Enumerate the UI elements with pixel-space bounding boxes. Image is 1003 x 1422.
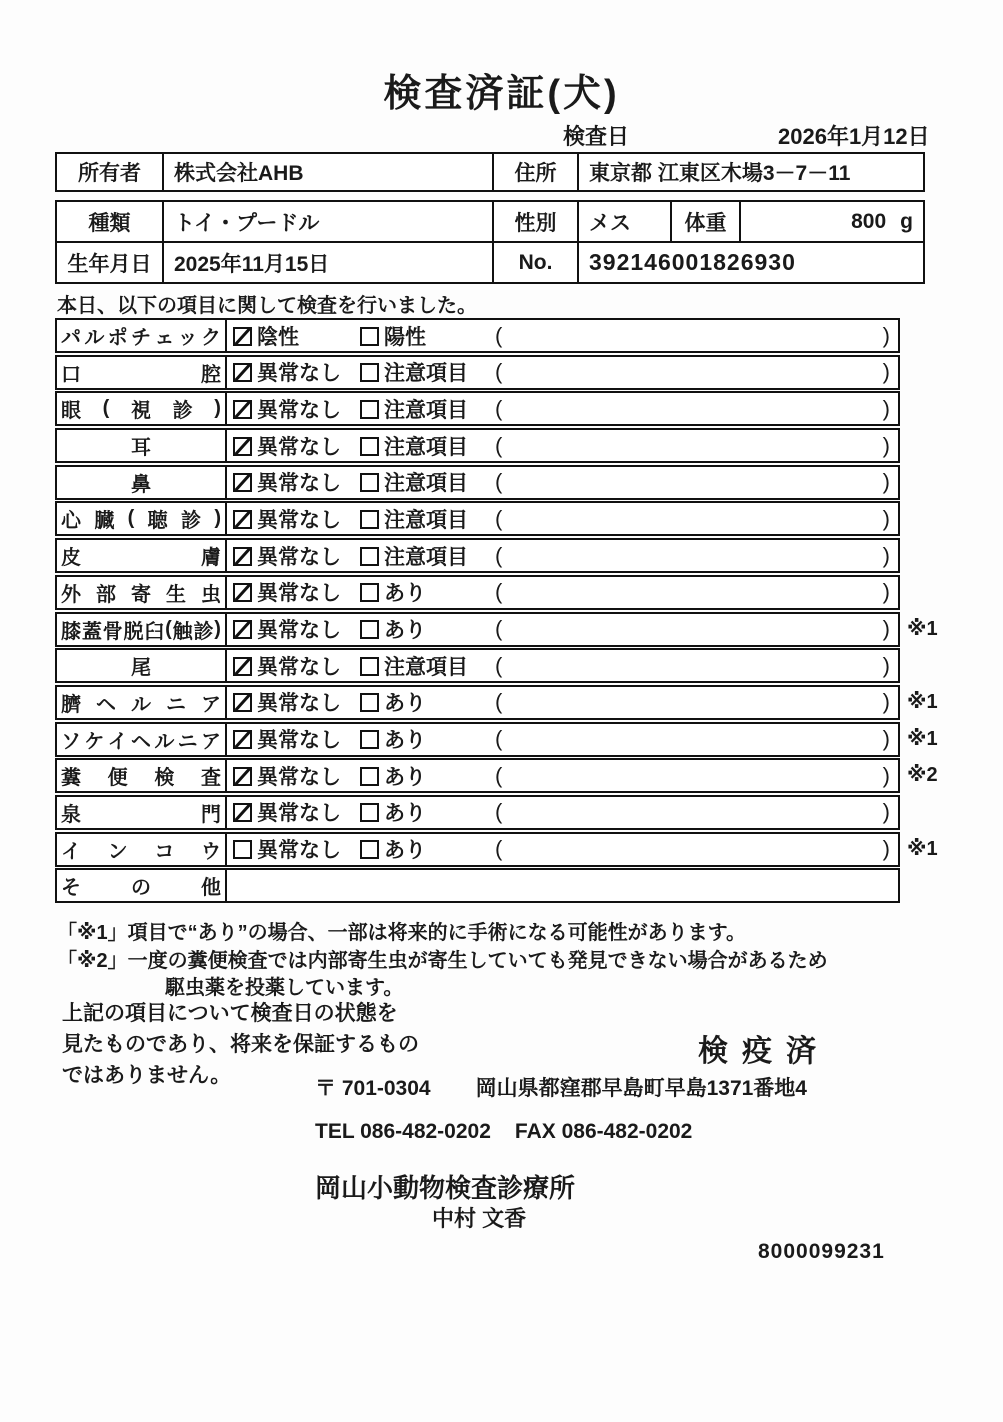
checked-checkbox-icon: [233, 327, 252, 346]
exam-label-char: ソ: [61, 730, 81, 753]
remarks-paren-close: ): [882, 689, 890, 715]
exam-row-content: [227, 870, 898, 901]
remarks-paren-close: ): [882, 726, 890, 752]
remarks-paren-open: (: [495, 469, 503, 495]
exam-label-char: 口: [61, 363, 81, 386]
result-option-2: あり: [360, 834, 426, 864]
exam-label-char: 診: [193, 620, 214, 643]
remarks-paren-open: (: [495, 799, 503, 825]
result-option-2: 注意項目: [360, 541, 468, 571]
result-option-2: 注意項目: [360, 357, 468, 387]
checked-checkbox-icon: [233, 767, 252, 786]
exam-item-label: [57, 320, 227, 351]
exam-item-label: [57, 724, 227, 755]
exam-label-char: ク: [200, 327, 221, 349]
remarks-paren-close: ): [882, 616, 890, 641]
exam-row-box: [55, 795, 900, 830]
remarks-paren-open: (: [495, 395, 503, 421]
row-footnote-marker: ※1: [907, 837, 938, 860]
exam-label-char: ル: [131, 693, 151, 716]
weight-unit: g: [900, 209, 913, 233]
exam-row-content: [227, 320, 898, 351]
unchecked-checkbox-icon: [360, 803, 379, 822]
id-number-value: 392146001826930: [577, 243, 923, 282]
exam-label-char: 臍: [61, 693, 81, 716]
exam-row: [55, 832, 938, 867]
sex-label: 性別: [492, 202, 577, 241]
exam-label-char: イ: [107, 730, 128, 753]
exam-row-content: [227, 760, 898, 791]
exam-label-char: ): [214, 617, 221, 640]
exam-label-char: ): [214, 507, 221, 530]
exam-table: [55, 318, 995, 905]
remarks-paren-close: ): [882, 836, 890, 862]
result-option-1: 異常なし: [233, 431, 341, 461]
result-option-1: 異常なし: [233, 394, 341, 424]
row-footnote-marker: ※2: [907, 764, 938, 787]
exam-label-char: 腔: [201, 363, 221, 386]
row-footnote-marker: ※1: [907, 617, 938, 640]
remarks-paren-open: (: [495, 652, 503, 678]
exam-label-char: ッ: [177, 327, 198, 349]
exam-label-char: 膝: [61, 620, 81, 643]
exam-label-char: (: [127, 507, 135, 530]
exam-label-char: 泉: [61, 803, 81, 826]
exam-label-char: パ: [61, 327, 81, 349]
remarks-paren-open: (: [495, 616, 503, 641]
exam-label-char: 視: [130, 400, 151, 423]
exam-label-char: チ: [130, 327, 151, 349]
checked-checkbox-icon: [233, 730, 252, 749]
result-option-2: あり: [360, 724, 426, 754]
exam-row-content: [227, 393, 898, 424]
exam-row-content: [227, 467, 898, 498]
exam-row: [55, 685, 938, 720]
remarks-paren-open: (: [495, 762, 503, 788]
result-option-2: 注意項目: [360, 431, 468, 461]
exam-label-char: ア: [200, 730, 221, 753]
unchecked-checkbox-icon: [360, 437, 379, 456]
exam-label-char: 膚: [201, 547, 221, 570]
exam-label-char: ェ: [154, 327, 175, 349]
exam-label-char: 部: [96, 583, 116, 606]
exam-label-char: ニ: [166, 693, 186, 716]
result-option-1: 異常なし: [233, 541, 341, 571]
exam-row: [55, 428, 900, 463]
checked-checkbox-icon: [233, 510, 252, 529]
clinic-postal-code: 〒 701-0304: [315, 1077, 431, 1100]
exam-row-content: [227, 650, 898, 681]
exam-label-char: 鼻: [131, 473, 151, 496]
exam-label-char: 尾: [131, 657, 151, 680]
unchecked-checkbox-icon: [233, 840, 252, 859]
footnote-1: 「※1」項目で“あり”の場合、一部は将来的に手術になる可能性があります。: [57, 922, 746, 944]
result-option-2: 陽性: [360, 321, 426, 351]
remarks-paren-open: (: [495, 542, 503, 568]
exam-label-char: 脱: [123, 620, 144, 643]
exam-row: [55, 648, 900, 683]
exam-label-char: (: [102, 397, 110, 420]
unchecked-checkbox-icon: [360, 657, 379, 676]
checked-checkbox-icon: [233, 803, 252, 822]
exam-row-content: [227, 614, 898, 645]
exam-label-char: コ: [154, 840, 175, 863]
exam-item-label: [57, 503, 227, 534]
pet-info-box: [55, 200, 925, 284]
result-option-1: 異常なし: [233, 651, 341, 681]
exam-row-box: [55, 501, 900, 536]
result-option-1: 異常なし: [233, 504, 341, 534]
exam-row: [55, 538, 900, 573]
exam-row: [55, 355, 900, 390]
row-footnote-marker: ※1: [907, 727, 938, 750]
exam-item-label: [57, 870, 227, 901]
exam-label-char: 眼: [61, 400, 81, 423]
page-title: 検査済証(犬): [383, 73, 620, 115]
checked-checkbox-icon: [233, 437, 252, 456]
exam-row-box: [55, 612, 900, 647]
owner-address: 東京都 江東区木場3－7－11: [577, 154, 923, 190]
result-option-1: 異常なし: [233, 761, 341, 791]
unchecked-checkbox-icon: [360, 473, 379, 492]
intro-text: 本日、以下の項目に関して検査を行いました。: [57, 295, 477, 317]
exam-label-char: ル: [84, 327, 105, 349]
remarks-paren-open: (: [495, 359, 503, 385]
unchecked-checkbox-icon: [360, 730, 379, 749]
unchecked-checkbox-icon: [360, 620, 379, 639]
exam-label-char: 蓋: [81, 620, 102, 643]
exam-label-char: (: [165, 617, 172, 640]
owner-label: 所有者: [78, 162, 141, 185]
exam-label-char: 心: [61, 510, 81, 533]
exam-label-char: ケ: [84, 730, 105, 753]
remarks-paren-close: ): [882, 799, 890, 825]
exam-row-content: [227, 357, 898, 388]
result-option-2: あり: [360, 577, 426, 607]
owner-info-box: [55, 152, 925, 192]
checked-checkbox-icon: [233, 400, 252, 419]
exam-row-content: [227, 834, 898, 865]
result-option-2: 注意項目: [360, 504, 468, 534]
exam-item-label: [57, 393, 227, 424]
exam-row-box: [55, 538, 900, 573]
unchecked-checkbox-icon: [360, 693, 379, 712]
exam-label-char: 耳: [131, 437, 151, 460]
exam-row: [55, 868, 900, 903]
clinic-contact-line: [315, 1120, 692, 1144]
exam-row: [55, 722, 938, 757]
clinic-address: 岡山県都窪郡早島町早島1371番地4: [475, 1077, 807, 1100]
exam-row-content: [227, 503, 898, 534]
checked-checkbox-icon: [233, 473, 252, 492]
exam-item-label: [57, 357, 227, 388]
result-option-1: 異常なし: [233, 834, 341, 864]
disclaimer-line-3: ではありません。: [62, 1064, 232, 1087]
exam-label-char: 皮: [61, 547, 81, 570]
exam-item-label: [57, 577, 227, 608]
remarks-paren-close: ): [882, 762, 890, 788]
footnote-2-line1: 「※2」一度の糞便検査では内部寄生虫が寄生していても発見できない場合があるため: [57, 950, 828, 972]
exam-label-char: 便: [107, 767, 128, 790]
remarks-paren-close: ): [882, 469, 890, 495]
exam-item-label: [57, 540, 227, 571]
remarks-paren-open: (: [495, 836, 503, 862]
exam-label-char: 診: [180, 510, 201, 533]
exam-label-char: イ: [61, 840, 81, 863]
result-option-1: 異常なし: [233, 687, 341, 717]
disclaimer-line-2: 見たものであり、将来を保証するもの: [62, 1033, 419, 1056]
exam-label-char: そ: [61, 877, 81, 900]
exam-row-content: [227, 797, 898, 828]
exam-label-char: ): [214, 397, 221, 420]
exam-item-label: [57, 650, 227, 681]
remarks-paren-open: (: [495, 689, 503, 715]
remarks-paren-close: ): [882, 395, 890, 421]
exam-item-label: [57, 467, 227, 498]
exam-label-char: ヘ: [96, 693, 116, 716]
unchecked-checkbox-icon: [360, 767, 379, 786]
clinic-tel: TEL 086-482-0202: [315, 1120, 491, 1143]
result-option-1: 異常なし: [233, 467, 341, 497]
row-footnote-marker: ※1: [907, 690, 938, 713]
weight-value: 800: [851, 209, 887, 233]
remarks-paren-close: ): [882, 359, 890, 385]
exam-label-char: ア: [201, 693, 221, 716]
unchecked-checkbox-icon: [360, 510, 379, 529]
exam-label-char: の: [131, 877, 151, 900]
exam-label-char: 査: [200, 767, 221, 790]
exam-row-content: [227, 540, 898, 571]
remarks-paren-open: (: [495, 432, 503, 458]
unchecked-checkbox-icon: [360, 363, 379, 382]
veterinarian-name: 中村 文香: [432, 1206, 527, 1231]
exam-row: [55, 501, 900, 536]
exam-item-label: [57, 834, 227, 865]
checked-checkbox-icon: [233, 547, 252, 566]
clinic-postal-line: [315, 1072, 807, 1102]
species-value: トイ・プードル: [162, 202, 492, 241]
checked-checkbox-icon: [233, 657, 252, 676]
quarantine-stamp: 検疫済: [698, 1035, 830, 1068]
result-option-2: あり: [360, 797, 426, 827]
exam-label-char: 聴: [147, 510, 168, 533]
pet-info-row-2: [57, 241, 923, 282]
result-option-1: 異常なし: [233, 357, 341, 387]
remarks-paren-close: ): [882, 652, 890, 678]
exam-row-box: [55, 648, 900, 683]
exam-label-char: 臼: [144, 620, 165, 643]
exam-label-char: 外: [61, 583, 81, 606]
exam-row-content: [227, 724, 898, 755]
remarks-paren-close: ): [882, 579, 890, 605]
exam-label-char: ポ: [107, 327, 128, 349]
exam-label-char: 糞: [61, 767, 81, 790]
exam-label-char: 検: [154, 767, 175, 790]
dob-value: 2025年11月15日: [162, 243, 492, 282]
exam-label-char: 骨: [102, 620, 123, 643]
exam-label-char: ン: [107, 840, 128, 863]
exam-label-char: 触: [172, 620, 193, 643]
exam-row: [55, 318, 900, 353]
unchecked-checkbox-icon: [360, 400, 379, 419]
exam-row-content: [227, 577, 898, 608]
inspection-date-value: 2026年1月12日: [778, 124, 930, 149]
clinic-name: 岡山小動物検査診療所: [315, 1173, 576, 1203]
result-option-2: あり: [360, 687, 426, 717]
address-label: 住所: [492, 154, 577, 190]
exam-label-char: 生: [166, 583, 186, 606]
checked-checkbox-icon: [233, 583, 252, 602]
clinic-fax: FAX 086-482-0202: [514, 1120, 693, 1143]
id-number-label: No.: [492, 243, 577, 282]
result-option-2: あり: [360, 761, 426, 791]
remarks-paren-open: (: [495, 505, 503, 531]
remarks-paren-open: (: [495, 579, 503, 605]
result-option-2: 注意項目: [360, 467, 468, 497]
unchecked-checkbox-icon: [360, 327, 379, 346]
exam-row-box: [55, 685, 900, 720]
exam-row: [55, 758, 938, 793]
exam-label-char: 寄: [131, 583, 151, 606]
footnote-2-line2: 駆虫薬を投薬しています。: [165, 977, 404, 999]
remarks-paren-close: ): [882, 542, 890, 568]
remarks-paren-close: ): [882, 322, 890, 348]
checked-checkbox-icon: [233, 620, 252, 639]
exam-row: [55, 465, 900, 500]
exam-row-box: [55, 391, 900, 426]
pet-info-row-1: [57, 202, 923, 241]
exam-row-box: [55, 318, 900, 353]
exam-item-label: [57, 760, 227, 791]
serial-number: 8000099231: [758, 1240, 885, 1263]
remarks-paren-open: (: [495, 322, 503, 348]
inspection-date-label: 検査日: [563, 124, 630, 149]
exam-label-char: 虫: [201, 583, 221, 606]
exam-label-char: 診: [172, 400, 193, 423]
exam-item-label: [57, 614, 227, 645]
exam-row: [55, 575, 900, 610]
exam-row-box: [55, 355, 900, 390]
exam-label-char: ル: [154, 730, 175, 753]
exam-label-char: ウ: [200, 840, 221, 863]
exam-label-char: 門: [201, 803, 221, 826]
species-label: 種類: [88, 211, 131, 235]
exam-item-label: [57, 797, 227, 828]
exam-row: [55, 795, 900, 830]
disclaimer-line-1: 上記の項目について検査日の状態を: [62, 1002, 398, 1025]
exam-row-box: [55, 428, 900, 463]
result-option-2: 注意項目: [360, 651, 468, 681]
weight-label: 体重: [670, 202, 739, 241]
unchecked-checkbox-icon: [360, 583, 379, 602]
exam-label-char: 臓: [94, 510, 115, 533]
checked-checkbox-icon: [233, 363, 252, 382]
checked-checkbox-icon: [233, 693, 252, 712]
remarks-paren-close: ): [882, 505, 890, 531]
result-option-1: 異常なし: [233, 614, 341, 644]
exam-item-label: [57, 430, 227, 461]
remarks-paren-close: ): [882, 432, 890, 458]
result-option-2: 注意項目: [360, 394, 468, 424]
exam-row-content: [227, 430, 898, 461]
owner-name: 株式会社AHB: [162, 154, 492, 190]
exam-row-box: [55, 868, 900, 903]
exam-row-content: [227, 687, 898, 718]
result-option-1: 異常なし: [233, 724, 341, 754]
exam-row: [55, 391, 900, 426]
exam-label-char: ニ: [177, 730, 198, 753]
exam-item-label: [57, 687, 227, 718]
result-option-1: 陰性: [233, 321, 299, 351]
exam-label-char: 他: [201, 877, 221, 900]
exam-row-box: [55, 465, 900, 500]
exam-label-char: ヘ: [130, 730, 151, 753]
weight-cell: [739, 202, 923, 241]
exam-row-box: [55, 758, 900, 793]
unchecked-checkbox-icon: [360, 840, 379, 859]
exam-row: [55, 612, 938, 647]
result-option-2: あり: [360, 614, 426, 644]
sex-value: メス: [577, 202, 670, 241]
exam-row-box: [55, 722, 900, 757]
exam-row-box: [55, 832, 900, 867]
dob-label: 生年月日: [67, 252, 152, 276]
unchecked-checkbox-icon: [360, 547, 379, 566]
result-option-1: 異常なし: [233, 577, 341, 607]
remarks-paren-open: (: [495, 726, 503, 752]
exam-row-box: [55, 575, 900, 610]
result-option-1: 異常なし: [233, 797, 341, 827]
